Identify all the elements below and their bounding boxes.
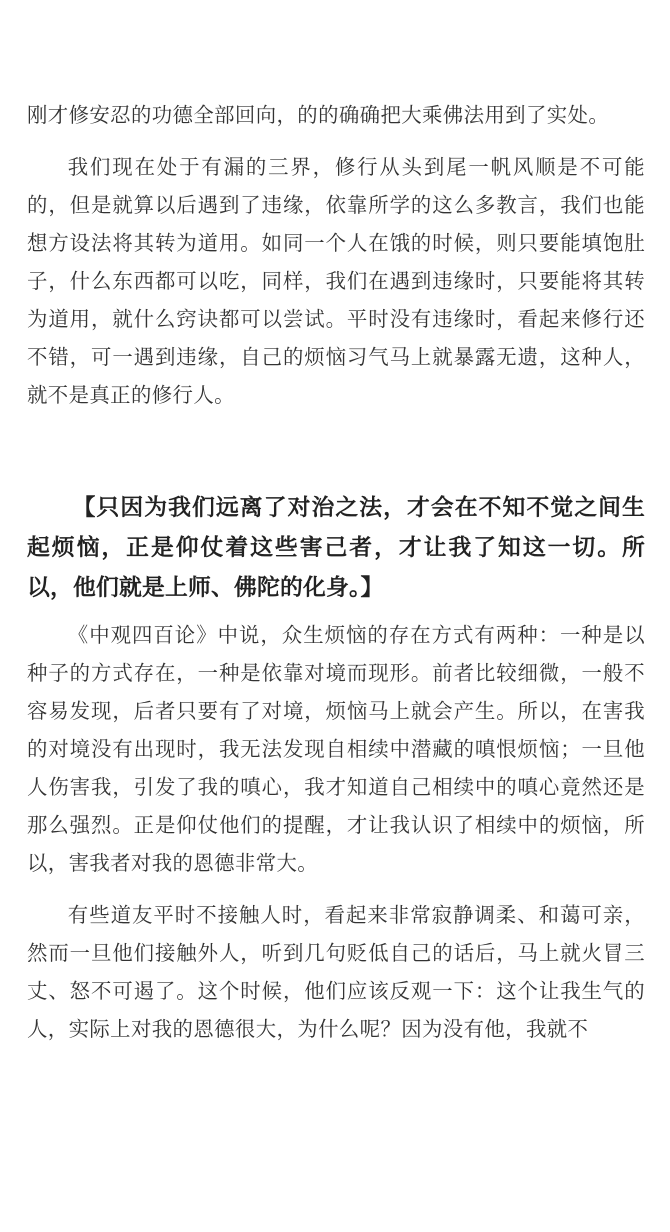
article-body [27, 96, 645, 1062]
root-verse-quote: 【只因为我们远离了对治之法，才会在不知不觉之间生起烦恼，正是仰仗着这些害己者，才让我了知这一切。所以，他们就是上师、佛陀的化身。】 [27, 495, 645, 601]
paragraph: 我们现在处于有漏的三界，修行从头到尾一帆风顺是不可能的，但是就算以后遇到了违缘，依靠所学的这么多教言，我们也能想方设法将其转为道用。如同一个人在饿的时候，则只要能填饱肚子，什么东西都可以吃，同样，我们在遇到违缘时，只要能将其转为道用，就什么窍诀都可以尝试。平时没有违缘时，看起来修行还不错，可一遇到违缘，自己的烦恼习气马上就暴露无遗，这种人，就不是真正的修行人。 [27, 155, 645, 407]
commentary-paragraph: 有些道友平时不接触人时，看起来非常寂静调柔、和蔼可亲，然而一旦他们接触外人，听到几句贬低自己的话后，马上就火冒三丈、怒不可遏了。这个时候，他们应该反观一下：这个让我生气的人，实际上对我的恩德很大，为什么呢？因为没有他，我就不 [27, 903, 645, 1041]
commentary-paragraph: 《中观四百论》中说，众生烦恼的存在方式有两种：一种是以种子的方式存在，一种是依靠对境而现形。前者比较细微，一般不容易发现，后者只要有了对境，烦恼马上就会产生。所以，在害我的对境没有出现时，我无法发现自相续中潜藏的嗔恨烦恼；一旦他人伤害我，引发了我的嗔心，我才知道自己相续中的嗔心竟然还是那么强烈。正是仰仗他们的提醒，才让我认识了相续中的烦恼，所以，害我者对我的恩德非常大。 [27, 623, 645, 875]
paragraph-continued: 刚才修安忍的功德全部回向，的的确确把大乘佛法用到了实处。 [27, 103, 610, 127]
